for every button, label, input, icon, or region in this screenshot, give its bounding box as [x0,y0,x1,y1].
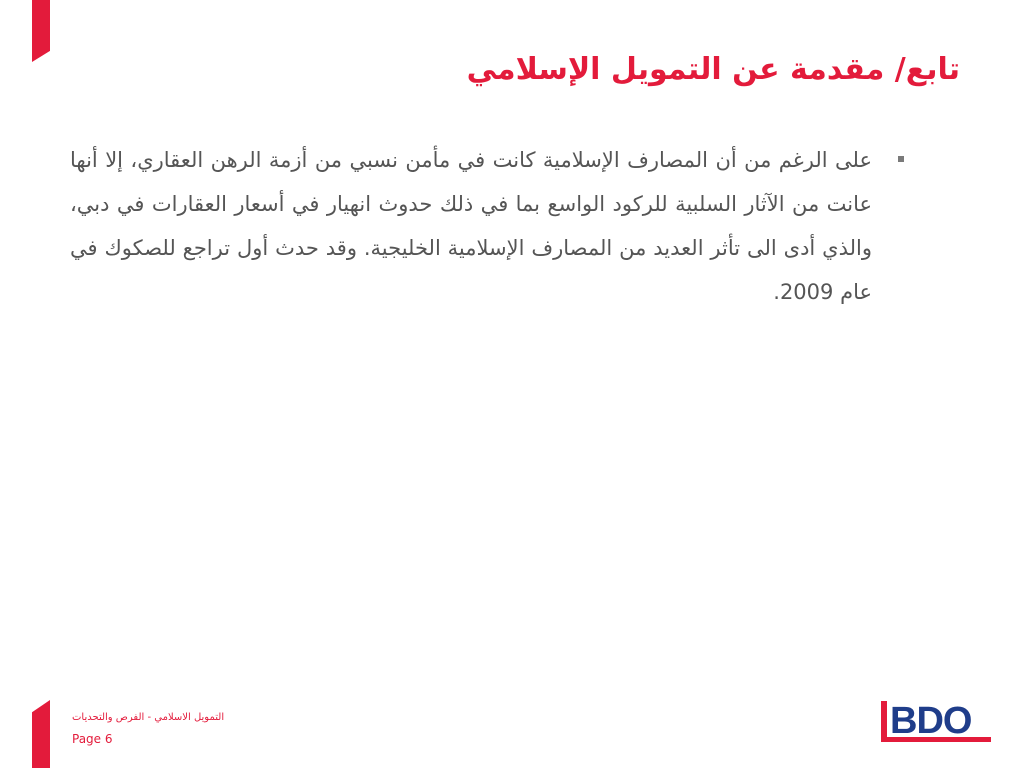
page-number: Page 6 [72,732,113,746]
top-accent-bar [32,0,50,62]
footer-title: التمويل الاسلامي - الفرص والتحديات [72,712,225,723]
logo-text: BDO [890,700,972,742]
footer [72,710,312,748]
bullet-text: على الرغم من أن المصارف الإسلامية كانت في مأمن نسبي من أزمة الرهن العقاري، إلا أنها عانت من الآثار السلبية للركود الواسع بما في ذلك حدوث انهيار في أسعار العقارات في دبي، والذي أدى الى تأثر العديد من المصارف الإسلامية الخليجية. وقد حدث أول تراجع للصكوك في عام 2009. [70,148,872,304]
bdo-logo [880,698,992,744]
bottom-accent-bar [32,700,50,768]
logo-red-bar [881,701,887,738]
bullet-item [70,138,910,314]
slide-title: تابع/ مقدمة عن التمويل الإسلامي [466,52,960,87]
slide-content [70,138,910,314]
square-bullet-icon [898,156,904,162]
